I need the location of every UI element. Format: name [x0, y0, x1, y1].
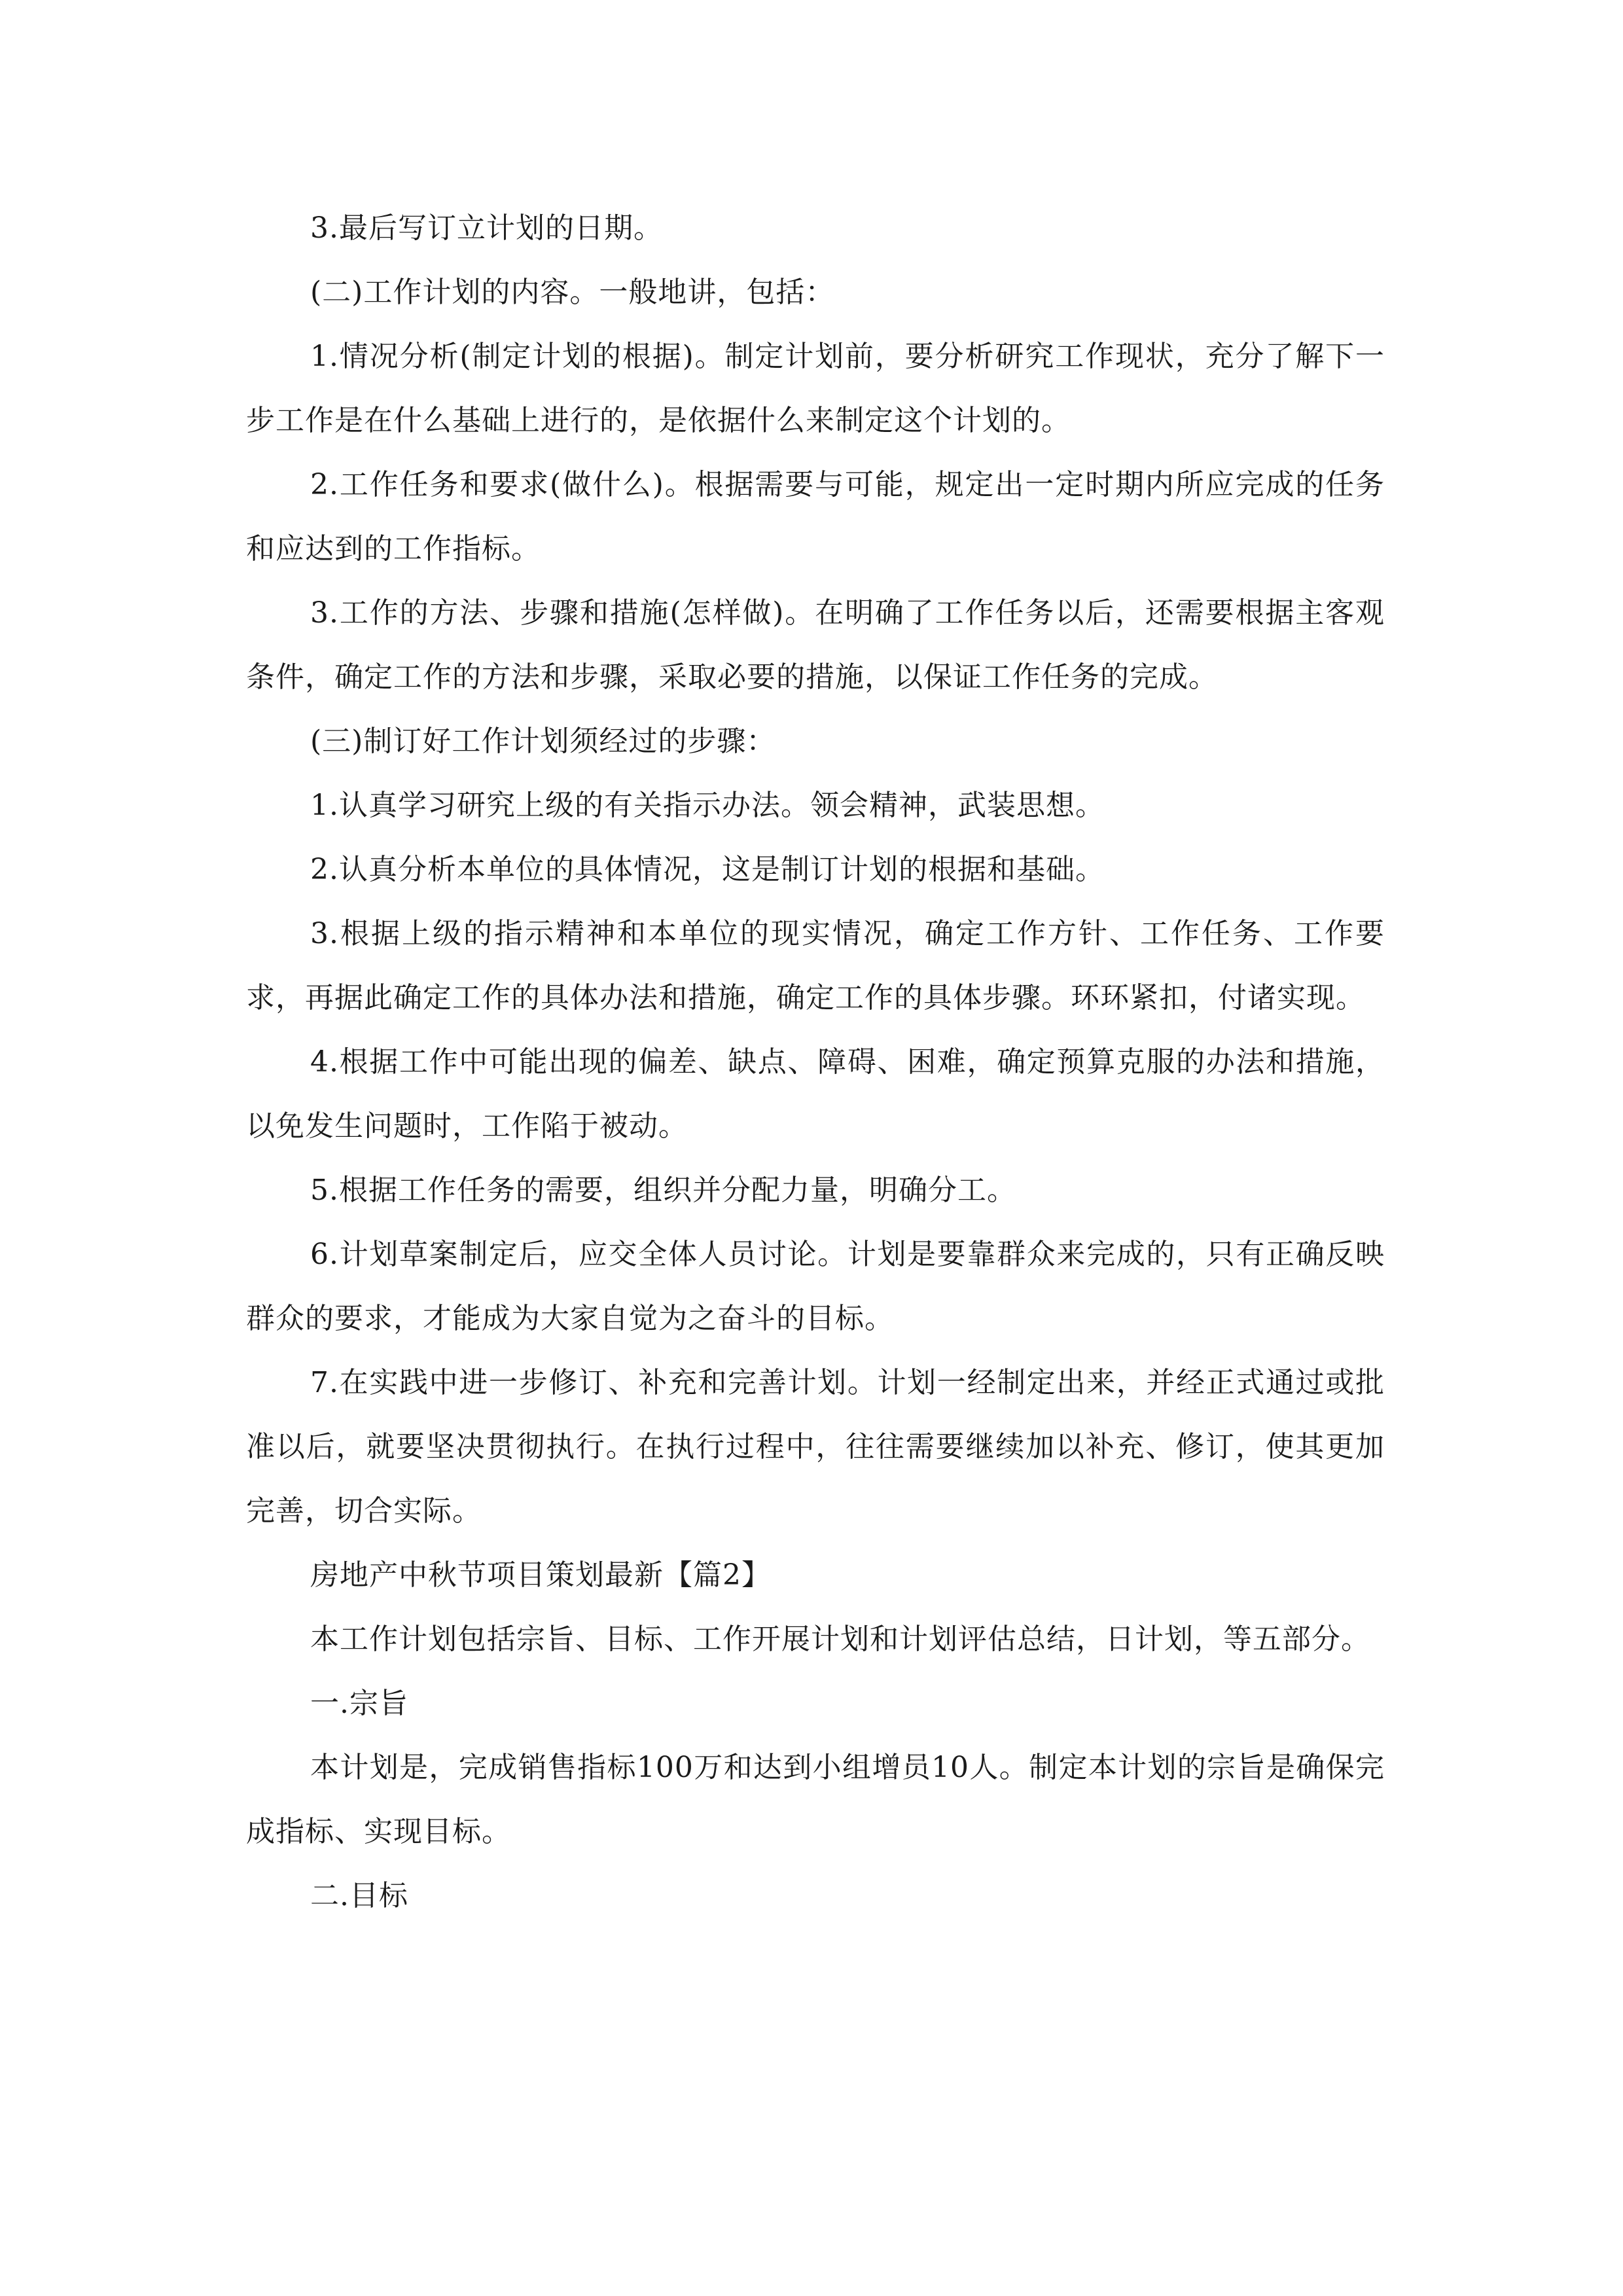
paragraph: 2.认真分析本单位的具体情况，这是制订计划的根据和基础。	[310, 853, 1105, 886]
section-heading: 一.宗旨	[310, 1687, 408, 1720]
paragraph: 5.根据工作任务的需要，组织并分配力量，明确分工。	[310, 1174, 1016, 1207]
paragraph: 3.工作的方法、步骤和措施(怎样做)。在明确了工作任务以后，还需要根据主客观条件，确定工作的方法和步骤，采取必要的措施，以保证工作任务的完成。	[246, 596, 1385, 694]
section-heading: (三)制订好工作计划须经过的步骤：	[310, 725, 776, 758]
paragraph: 6.计划草案制定后，应交全体人员讨论。计划是要靠群众来完成的，只有正确反映群众的要求，才能成为大家自觉为之奋斗的目标。	[246, 1238, 1385, 1335]
article-title: 房地产中秋节项目策划最新【篇2】	[310, 1558, 771, 1592]
paragraph: 1.情况分析(制定计划的根据)。制定计划前，要分析研究工作现状，充分了解下一步工作是在什么基础上进行的，是依据什么来制定这个计划的。	[246, 340, 1385, 437]
paragraph: 1.认真学习研究上级的有关指示办法。领会精神，武装思想。	[310, 789, 1105, 822]
paragraph: 2.工作任务和要求(做什么)。根据需要与可能，规定出一定时期内所应完成的任务和应达到的工作指标。	[246, 468, 1385, 565]
paragraph: 本工作计划包括宗旨、目标、工作开展计划和计划评估总结，日计划，等五部分。	[310, 1623, 1370, 1656]
paragraph: 本计划是，完成销售指标100万和达到小组增员10人。制定本计划的宗旨是确保完成指标、实现目标。	[246, 1751, 1385, 1848]
document-body	[246, 196, 1385, 1928]
paragraph: 3.最后写订立计划的日期。	[310, 211, 663, 245]
section-heading: (二)工作计划的内容。一般地讲，包括：	[310, 276, 835, 309]
paragraph: 7.在实践中进一步修订、补充和完善计划。计划一经制定出来，并经正式通过或批准以后，就要坚决贯彻执行。在执行过程中，往往需要继续加以补充、修订，使其更加完善，切合实际。	[246, 1366, 1385, 1528]
paragraph: 3.根据上级的指示精神和本单位的现实情况，确定工作方针、工作任务、工作要求，再据此确定工作的具体办法和措施，确定工作的具体步骤。环环紧扣，付诸实现。	[246, 917, 1385, 1014]
section-heading: 二.目标	[310, 1879, 408, 1912]
paragraph: 4.根据工作中可能出现的偏差、缺点、障碍、困难，确定预算克服的办法和措施，以免发生问题时，工作陷于被动。	[246, 1045, 1385, 1143]
